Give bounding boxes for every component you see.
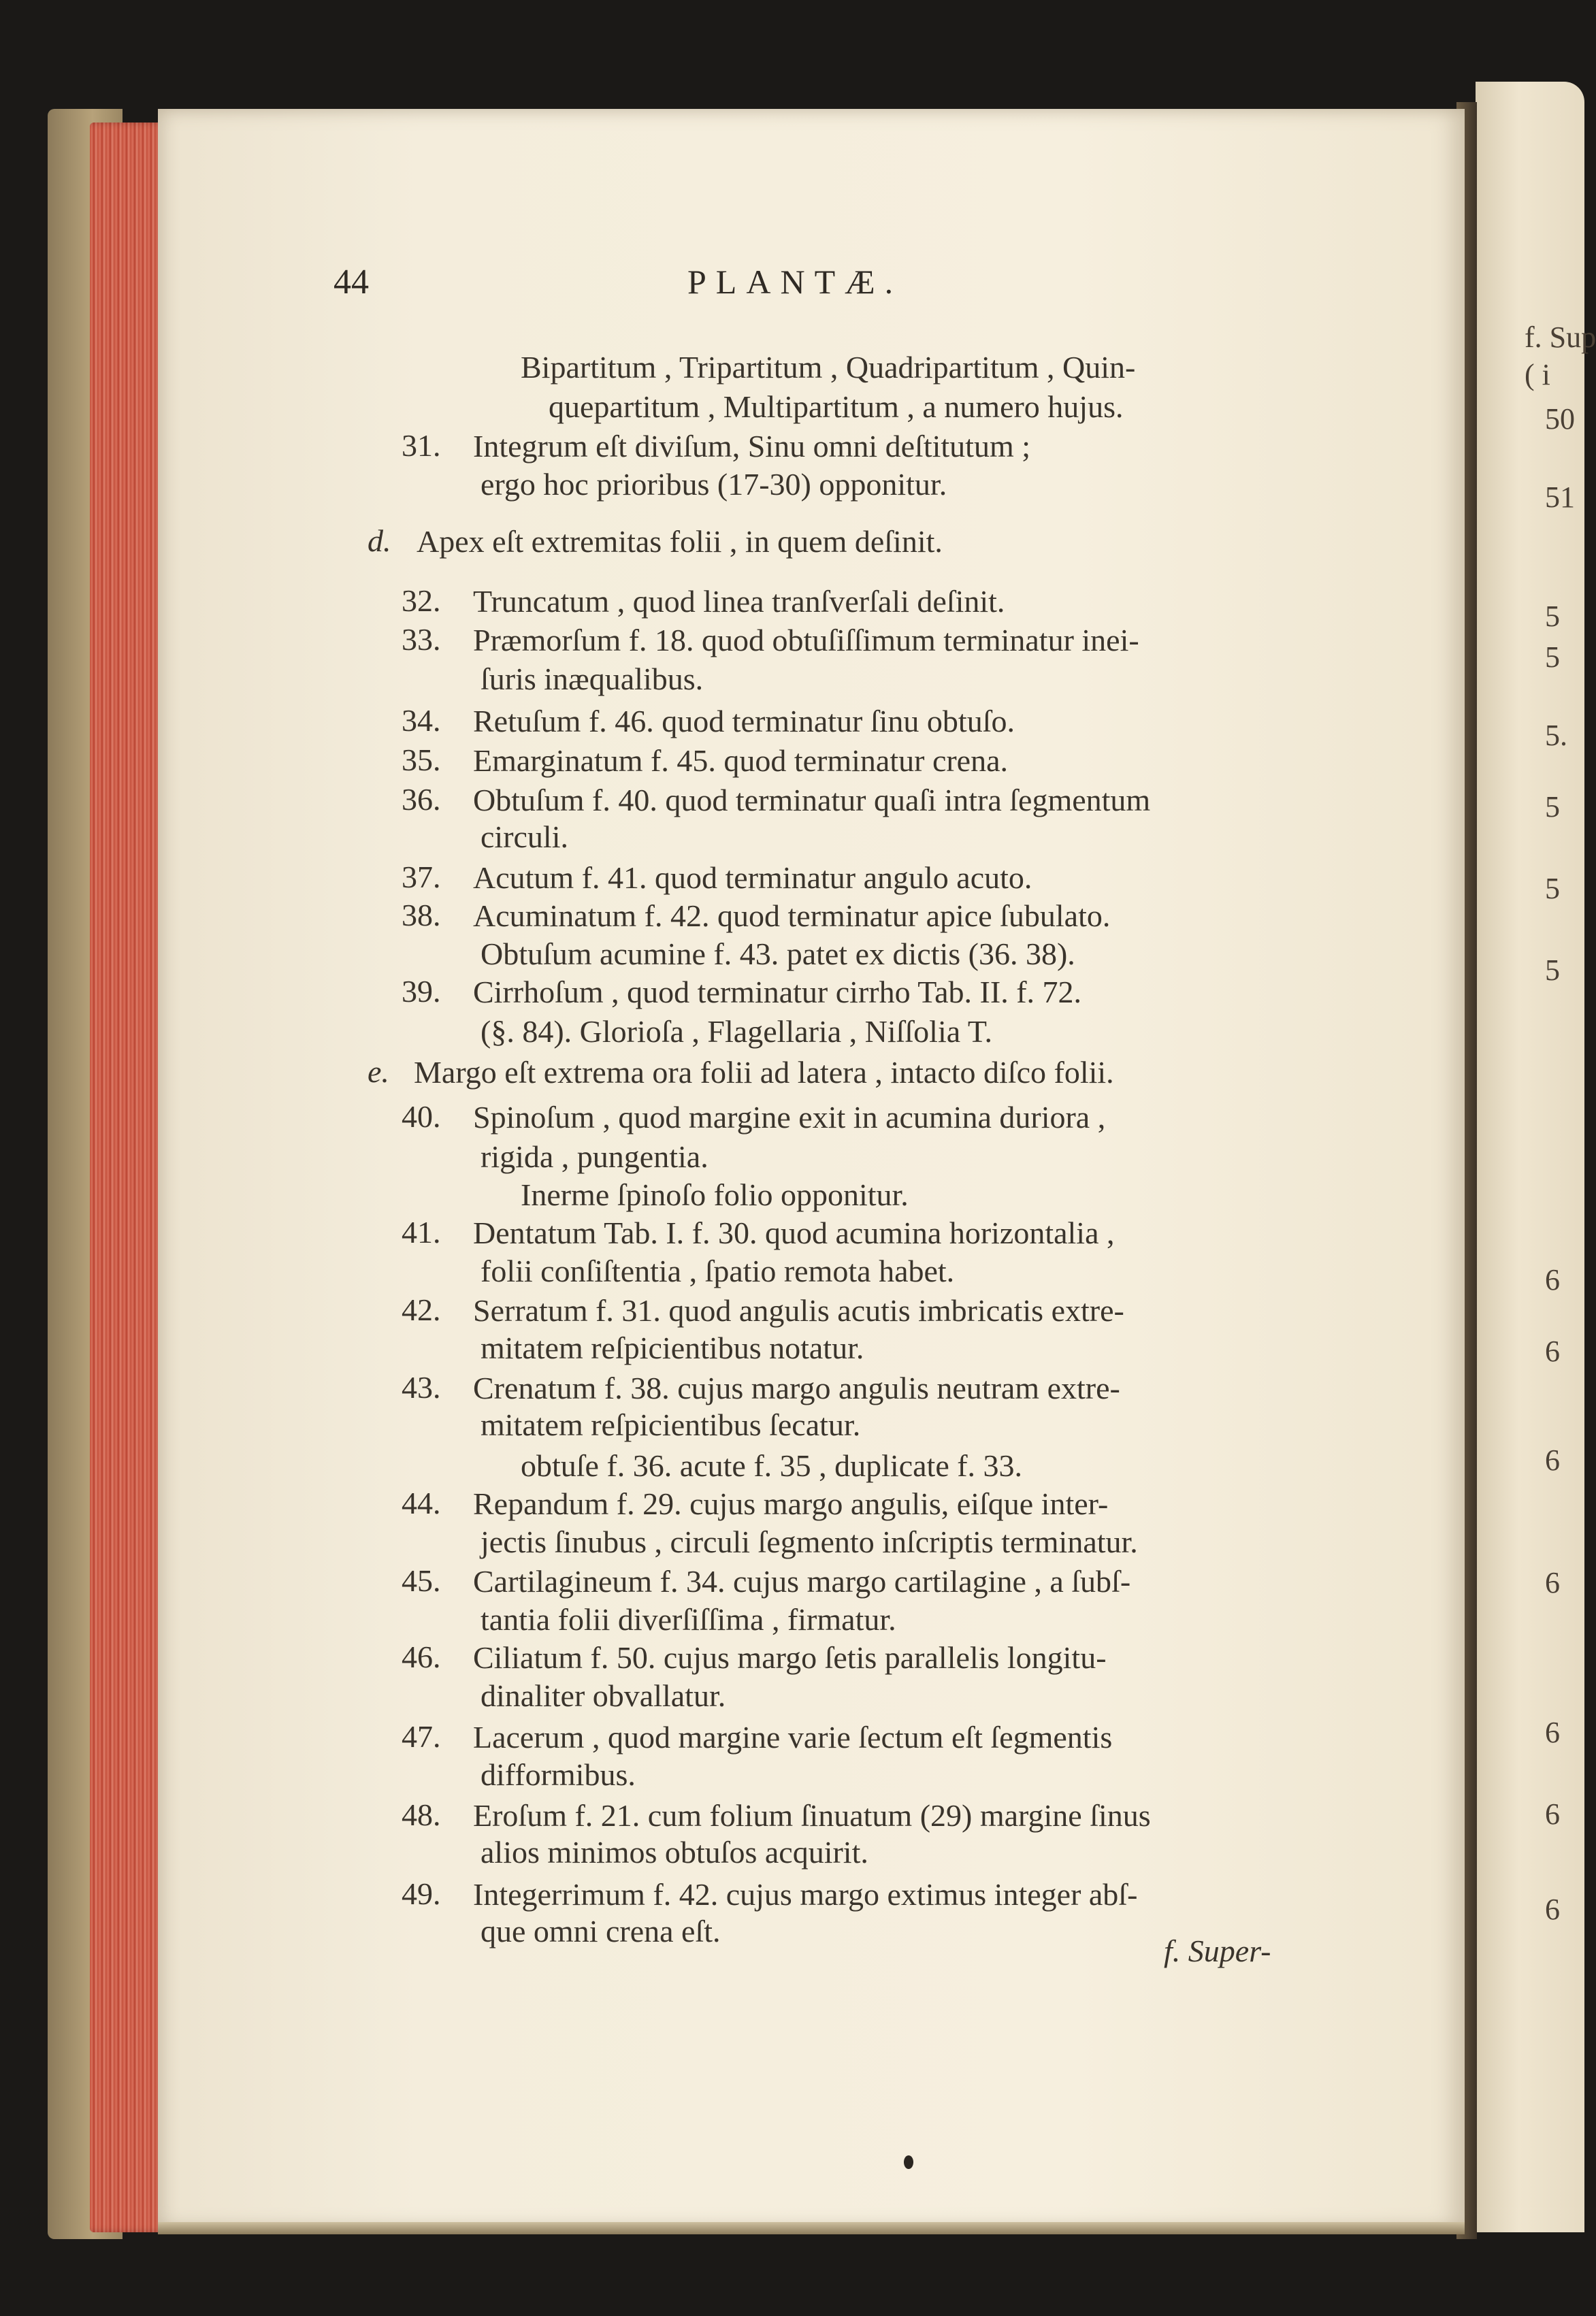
facing-page-fragment: 6 bbox=[1545, 1263, 1560, 1296]
paragraph-number: 39. bbox=[402, 974, 441, 1009]
page-header bbox=[0, 262, 1571, 310]
page-number: 44 bbox=[333, 263, 369, 301]
facing-page-fragment: 6 bbox=[1545, 1716, 1560, 1749]
paragraph-number: 49. bbox=[402, 1876, 441, 1911]
text-line: Crenatum f. 38. cujus margo angulis neutram extre- bbox=[473, 1371, 1120, 1405]
paragraph-number: e. bbox=[368, 1054, 389, 1089]
catchword: f. Super- bbox=[1164, 1934, 1271, 1968]
paragraph-number: 34. bbox=[402, 703, 441, 738]
text-line: (§. 84). Glorioſa , Flagellaria , Niſſolia T. bbox=[481, 1014, 993, 1049]
text-line: Cartilagineum f. 34. cujus margo cartilagine , a ſubſ- bbox=[473, 1564, 1131, 1599]
text-line: jectis ſinubus , circuli ſegmento inſcriptis terminatur. bbox=[481, 1524, 1138, 1559]
text-line: Integerrimum f. 42. cujus margo extimus integer abſ- bbox=[473, 1877, 1138, 1912]
facing-page-fragment: 50 bbox=[1545, 402, 1575, 436]
facing-page-fragment: 5. bbox=[1545, 719, 1567, 752]
text-line: Dentatum Tab. I. f. 30. quod acumina horizontalia , bbox=[473, 1216, 1115, 1250]
text-line: Eroſum f. 21. cum folium ſinuatum (29) margine ſinus bbox=[473, 1798, 1151, 1833]
paragraph-number: 38. bbox=[402, 898, 441, 932]
text-line: Cirrhoſum , quod terminatur cirrho Tab. II. f. 72. bbox=[473, 975, 1082, 1009]
facing-page-fragment: 5 bbox=[1545, 953, 1560, 987]
text-line: Apex eſt extremitas folii , in quem deſinit. bbox=[417, 524, 943, 559]
text-line: dinaliter obvallatur. bbox=[481, 1678, 726, 1713]
text-line: Retuſum f. 46. quod terminatur ſinu obtuſo. bbox=[473, 704, 1015, 738]
paragraph-number: 44. bbox=[402, 1486, 441, 1520]
paragraph-number: 36. bbox=[402, 782, 441, 817]
text-line: Truncatum , quod linea tranſverſali deſinit. bbox=[473, 584, 1005, 619]
facing-page-fragment: 6 bbox=[1545, 1335, 1560, 1368]
text-line: Obtuſum acumine f. 43. patet ex dictis (36. 38). bbox=[481, 936, 1075, 971]
paragraph-number: 43. bbox=[402, 1370, 441, 1405]
facing-page-fragment: 5 bbox=[1545, 790, 1560, 823]
facing-page-fragment: f. Sup bbox=[1525, 321, 1596, 354]
text-line: Serratum f. 31. quod angulis acutis imbricatis extre- bbox=[473, 1293, 1124, 1328]
text-line: ſuris inæqualibus. bbox=[481, 662, 704, 696]
text-line: folii conſiſtentia , ſpatio remota habet. bbox=[481, 1254, 955, 1288]
paragraph-number: 45. bbox=[402, 1563, 441, 1598]
facing-page-fragment: 6 bbox=[1545, 1566, 1560, 1599]
facing-page-fragment: 6 bbox=[1545, 1797, 1560, 1831]
facing-page-fragment: 5 bbox=[1545, 600, 1560, 633]
facing-page-fragment: 5 bbox=[1545, 872, 1560, 905]
facing-page-fragment: 51 bbox=[1545, 480, 1575, 514]
paragraph-number: 33. bbox=[402, 622, 441, 657]
facing-page-fragment: ( i bbox=[1525, 358, 1550, 391]
text-line: Acuminatum f. 42. quod terminatur apice ſubulato. bbox=[473, 898, 1111, 933]
text-line: rigida , pungentia. bbox=[481, 1139, 709, 1174]
text-line: circuli. bbox=[481, 819, 568, 854]
paragraph-number: d. bbox=[368, 523, 391, 558]
text-line: Lacerum , quod margine varie ſectum eſt ſegmentis bbox=[473, 1720, 1113, 1755]
paragraph-number: 46. bbox=[402, 1640, 441, 1674]
facing-page-fragment: 6 bbox=[1545, 1444, 1560, 1477]
text-line: Repandum f. 29. cujus margo angulis, eiſque inter- bbox=[473, 1486, 1109, 1521]
paragraph-number: 37. bbox=[402, 860, 441, 894]
paragraph-number: 48. bbox=[402, 1797, 441, 1832]
facing-page-fragment: 5 bbox=[1545, 640, 1560, 674]
text-line: Ciliatum f. 50. cujus margo ſetis parallelis longitu- bbox=[473, 1640, 1107, 1675]
text-line: mitatem reſpicientibus ſecatur. bbox=[481, 1407, 861, 1442]
paragraph-number: 47. bbox=[402, 1719, 441, 1754]
ink-spot bbox=[904, 2155, 913, 2169]
text-line: obtuſe f. 36. acute f. 35 , duplicate f. 33. bbox=[521, 1448, 1023, 1483]
paragraph-number: 35. bbox=[402, 743, 441, 777]
text-line: difformibus. bbox=[481, 1757, 636, 1792]
paragraph-number: 41. bbox=[402, 1215, 441, 1250]
text-line: ergo hoc prioribus (17-30) opponitur. bbox=[481, 467, 947, 502]
paragraph-number: 31. bbox=[402, 428, 441, 463]
text-line: Acutum f. 41. quod terminatur angulo acuto. bbox=[473, 860, 1032, 895]
text-line: Integrum eſt diviſum, Sinu omni deſtitutum ; bbox=[473, 429, 1031, 463]
text-line: Obtuſum f. 40. quod terminatur quaſi intra ſegmentum bbox=[473, 783, 1151, 817]
text-line: Margo eſt extrema ora folii ad latera , intacto diſco folii. bbox=[414, 1055, 1114, 1090]
text-line: quepartitum , Multipartitum , a numero hujus. bbox=[549, 389, 1124, 424]
text-line: alios minimos obtuſos acquirit. bbox=[481, 1835, 868, 1870]
page-bottom-edge bbox=[158, 2222, 1465, 2234]
text-line: tantia folii diverſiſſima , firmatur. bbox=[481, 1602, 896, 1637]
text-line: Bipartitum , Tripartitum , Quadripartitum , Quin- bbox=[521, 350, 1136, 385]
red-page-edges bbox=[90, 123, 165, 2232]
running-title: PLANTÆ. bbox=[687, 263, 903, 301]
text-line: Emarginatum f. 45. quod terminatur crena. bbox=[473, 743, 1009, 778]
text-line: Præmorſum f. 18. quod obtuſiſſimum terminatur inei- bbox=[473, 623, 1139, 657]
text-line: mitatem reſpicientibus notatur. bbox=[481, 1331, 864, 1365]
paragraph-number: 40. bbox=[402, 1099, 441, 1134]
text-line: Inerme ſpinoſo folio opponitur. bbox=[521, 1177, 909, 1212]
paragraph-number: 42. bbox=[402, 1292, 441, 1327]
facing-page-fragment: 6 bbox=[1545, 1893, 1560, 1926]
text-line: que omni crena eſt. bbox=[481, 1914, 721, 1948]
paragraph-number: 32. bbox=[402, 583, 441, 618]
text-line: Spinoſum , quod margine exit in acumina duriora , bbox=[473, 1100, 1106, 1135]
